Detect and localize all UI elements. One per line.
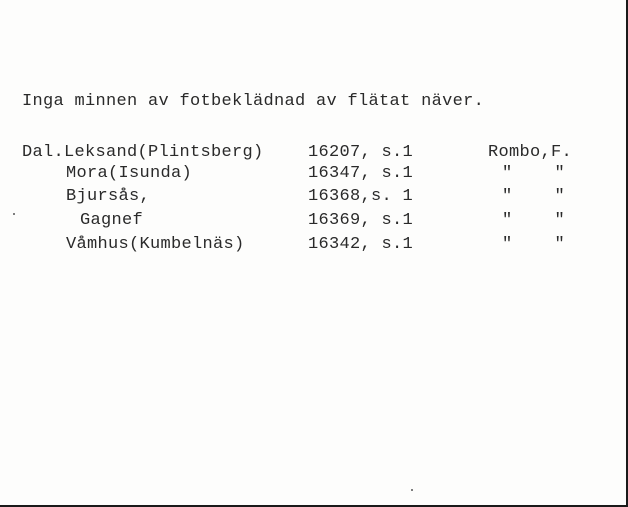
row-place: Bjursås, xyxy=(66,187,151,206)
row-number: 16369, s.1 xyxy=(308,211,414,230)
row-number: 16368,s. 1 xyxy=(308,187,414,206)
row-collector: " " xyxy=(502,211,566,230)
row-number: 16207, s.1 xyxy=(308,143,414,162)
paper-speck xyxy=(13,213,15,215)
row-collector: " " xyxy=(502,235,566,254)
row-place: Mora(Isunda) xyxy=(66,164,193,183)
row-place: Dal.Leksand(Plintsberg) xyxy=(22,143,264,162)
card-heading: Inga minnen av fotbeklädnad av flätat näver. xyxy=(22,92,485,111)
row-number: 16347, s.1 xyxy=(308,164,414,183)
row-place: Våmhus(Kumbelnäs) xyxy=(66,235,245,254)
paper-speck xyxy=(411,489,413,491)
row-collector: Rombo,F. xyxy=(488,143,573,162)
row-collector: " " xyxy=(502,164,566,183)
row-place: Gagnef xyxy=(80,211,144,230)
row-collector: " " xyxy=(502,187,566,206)
row-number: 16342, s.1 xyxy=(308,235,414,254)
